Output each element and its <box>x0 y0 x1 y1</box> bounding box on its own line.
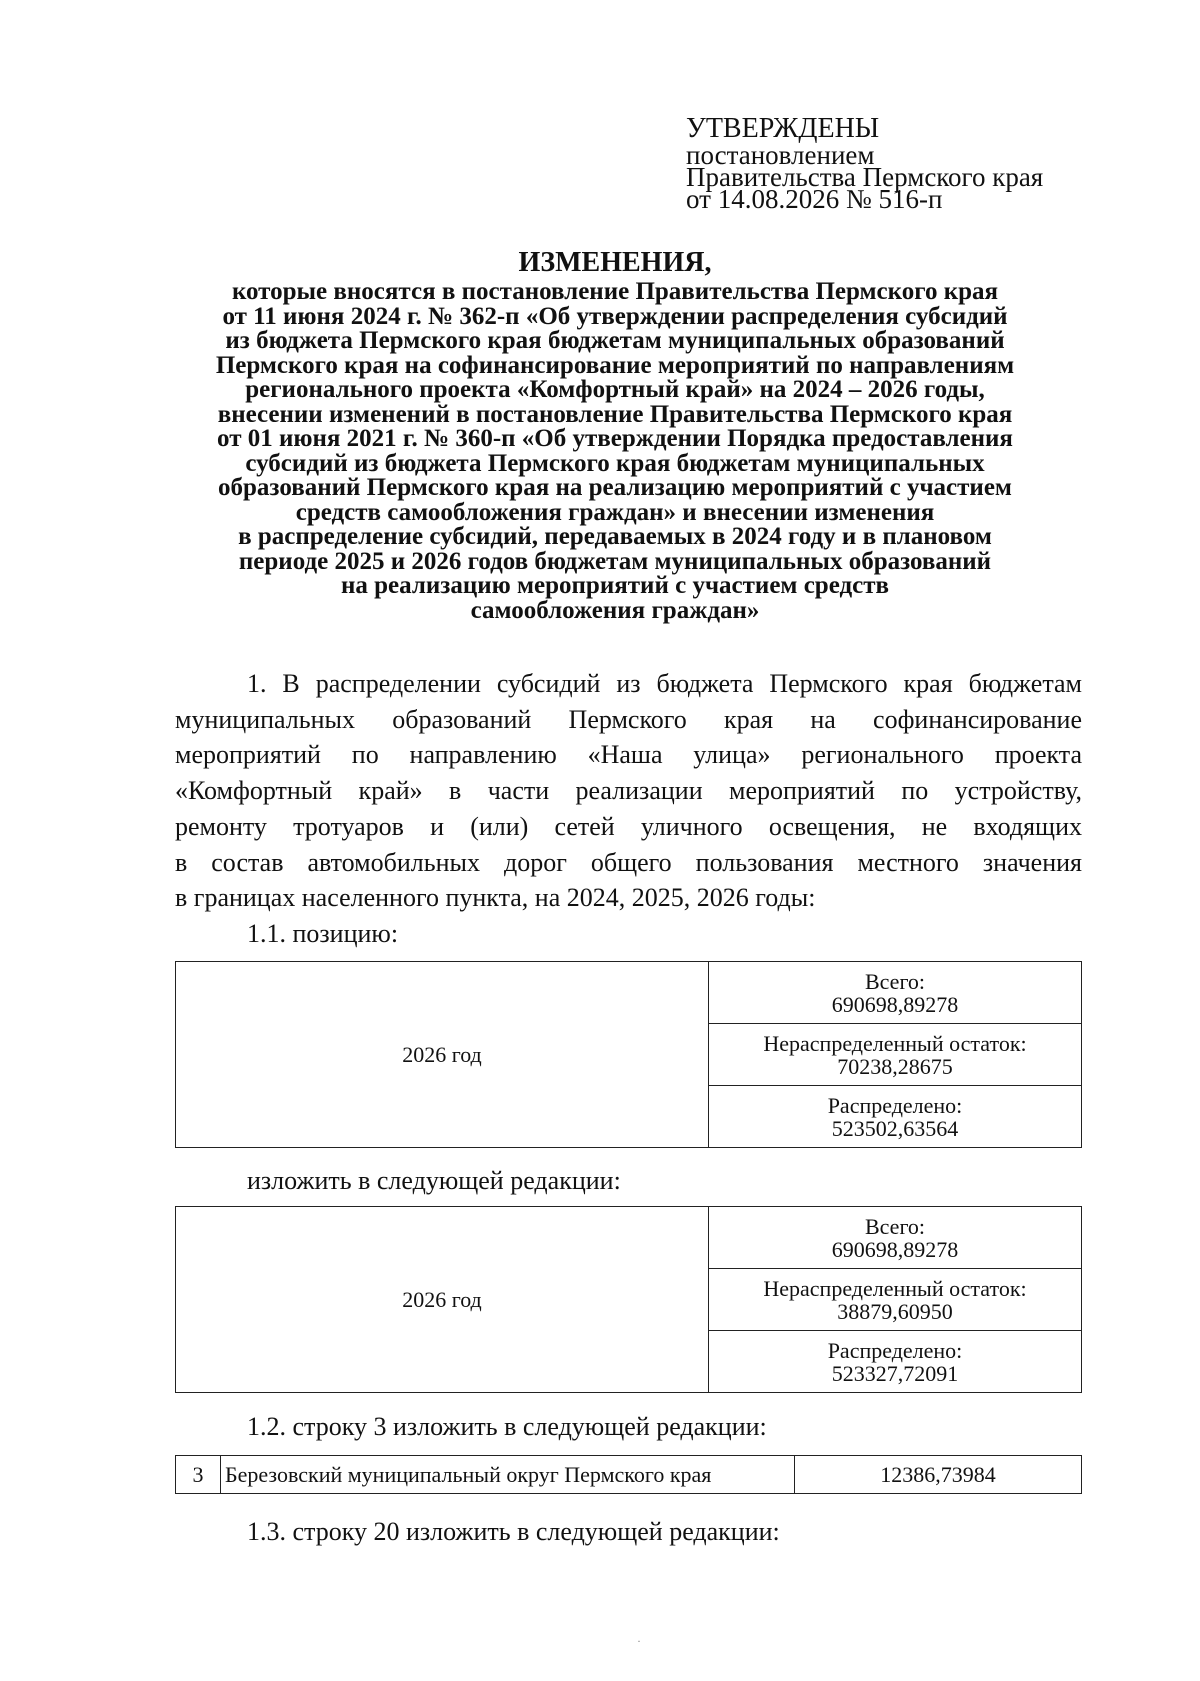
position-table-old <box>175 961 1082 1148</box>
heading-line: субсидий из бюджета Пермского края бюджетам муниципальных <box>245 449 985 477</box>
heading-line: периоде 2025 и 2026 годов бюджетам муниципальных образований <box>238 547 992 575</box>
approval-line-3: от 14.08.2026 № 516-п <box>686 184 943 214</box>
total-cell <box>709 962 1082 1024</box>
item-1-1-label: 1.1. позицию: <box>247 919 399 948</box>
heading-line: от 01 июня 2021 г. № 360-п «Об утверждении Порядка предоставления <box>217 425 1013 452</box>
distributed-label: Распределено: <box>827 1337 963 1363</box>
distributed-cell <box>709 1086 1082 1148</box>
heading-line: от 11 июня 2024 г. № 362-п «Об утверждении распределения субсидий <box>222 302 1008 330</box>
item-1-2-label: 1.2. строку 3 изложить в следующей редакции: <box>247 1412 767 1441</box>
total-cell <box>709 1207 1082 1269</box>
approval-block <box>686 113 1044 214</box>
position-table-new <box>175 1206 1082 1393</box>
heading-line: в распределение субсидий, передаваемых в 2024 году и в плановом <box>238 523 992 550</box>
heading-line: регионального проекта «Комфортный край» на 2024 – 2026 годы, <box>245 376 985 403</box>
document-heading <box>150 246 1080 623</box>
heading-line: которые вносятся в постановление Правительства Пермского края <box>231 278 999 305</box>
heading-line: Пермского края на софинансирование мероприятий по направлениям <box>215 351 1015 379</box>
paragraph-line: в границах населенного пункта, на 2024, 2025, 2026 годы: <box>175 883 816 913</box>
item-1-3-label: 1.3. строку 20 изложить в следующей редакции: <box>247 1517 780 1546</box>
remainder-cell <box>709 1269 1082 1331</box>
row-number-cell: 3 <box>176 1456 221 1494</box>
amount-cell: 12386,73984 <box>795 1456 1082 1494</box>
page-mark: · <box>637 1634 641 1648</box>
approval-title: УТВЕРЖДЕНЫ <box>686 113 880 144</box>
table-row <box>176 1456 1082 1494</box>
total-value: 690698,89278 <box>831 1236 959 1262</box>
paragraph-line: «Комфортный край» в части реализации мероприятий по устройству, <box>175 776 1082 806</box>
restate-label: изложить в следующей редакции: <box>247 1166 621 1195</box>
heading-line: самообложения граждан» <box>470 596 760 624</box>
distributed-label: Распределено: <box>827 1092 963 1118</box>
paragraph-line: 1. В распределении субсидий из бюджета Пермского края бюджетам <box>247 669 1082 698</box>
approval-line-1: постановлением <box>686 140 875 170</box>
year-cell: 2026 год <box>176 1207 709 1393</box>
approval-line-2: Правительства Пермского края <box>686 162 1044 192</box>
heading-line: образований Пермского края на реализацию мероприятий с участием <box>218 474 1012 501</box>
paragraph-line: ремонту тротуаров и (или) сетей уличного освещения, не входящих <box>175 811 1082 841</box>
heading-line: средств самообложения граждан» и внесении изменения <box>295 498 935 526</box>
remainder-cell <box>709 1024 1082 1086</box>
year-cell: 2026 год <box>176 962 709 1148</box>
total-label: Всего: <box>864 1213 926 1239</box>
paragraph-line: в состав автомобильных дорог общего пользования местного значения <box>175 847 1082 877</box>
paragraph-line: мероприятий по направлению «Наша улица» регионального проекта <box>175 740 1082 770</box>
total-value: 690698,89278 <box>831 991 959 1017</box>
heading-line: внесении изменений в постановление Правительства Пермского края <box>217 400 1013 428</box>
distributed-value: 523327,72091 <box>831 1360 959 1386</box>
paragraph-line: муниципальных образований Пермского края на софинансирование <box>175 704 1082 734</box>
remainder-value: 38879,60950 <box>837 1298 953 1324</box>
remainder-label: Нераспределенный остаток: <box>763 1275 1027 1301</box>
total-label: Всего: <box>864 968 926 994</box>
document-title: ИЗМЕНЕНИЯ, <box>518 247 712 278</box>
remainder-label: Нераспределенный остаток: <box>763 1030 1027 1056</box>
distributed-cell <box>709 1331 1082 1393</box>
heading-line: из бюджета Пермского края бюджетам муниципальных образований <box>225 327 1005 354</box>
distributed-value: 523502,63564 <box>831 1115 959 1141</box>
row-3-table <box>175 1455 1082 1494</box>
municipality-name-cell: Березовский муниципальный округ Пермского края <box>221 1456 795 1494</box>
heading-line: на реализацию мероприятий с участием средств <box>340 572 889 599</box>
paragraph-1 <box>175 666 1082 916</box>
remainder-value: 70238,28675 <box>837 1053 953 1079</box>
